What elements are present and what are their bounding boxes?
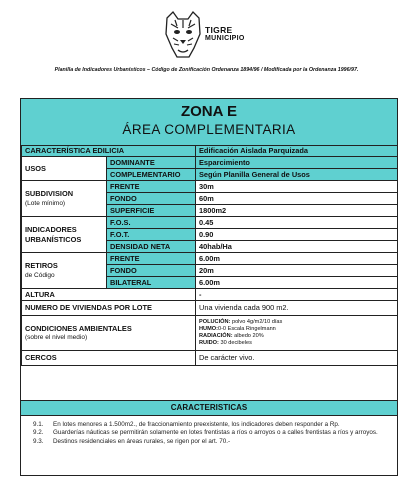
humo-value: 0-0 Escala Ringelmann xyxy=(217,325,276,332)
frente-label: FRENTE xyxy=(107,181,196,193)
fos-label: F.O.S. xyxy=(107,217,196,229)
fondo-value: 60m xyxy=(196,193,398,205)
polucion-key: POLUCIÓN: xyxy=(199,318,231,325)
ambientales-cell xyxy=(22,316,196,351)
viviendas-value: Una vivienda cada 900 m2. xyxy=(196,301,398,316)
note-number: 9.3. xyxy=(33,437,44,445)
table-row xyxy=(22,301,398,316)
retiros-cell xyxy=(22,253,107,289)
ambientales-label: CONDICIONES AMBIENTALES xyxy=(25,323,132,333)
note-text: Destinos residenciales en áreas rurales, se rigen por el art. 70.- xyxy=(53,437,231,445)
radiacion-value: albedo 20% xyxy=(234,333,264,339)
caract-value: Edificación Aislada Parquizada xyxy=(196,146,398,157)
altura-value: - xyxy=(196,289,398,301)
retiros-label: RETIROS xyxy=(25,261,58,271)
zone-subtitle: ÁREA COMPLEMENTARIA xyxy=(122,122,296,137)
characteristics-title: CARACTERISTICAS xyxy=(21,400,397,416)
ruido-key: RUIDO: xyxy=(199,340,219,347)
polucion-line xyxy=(199,319,394,326)
superficie-value: 1800m2 xyxy=(196,205,398,217)
note-text: Guarderías náuticas se permitirán solamente en lotes frentistas a ríos o arroyos o a calles frentistas a ríos y arroyos. xyxy=(53,429,378,437)
list-item xyxy=(33,421,388,429)
fot-value: 0.90 xyxy=(196,229,398,241)
viviendas-label: NUMERO DE VIVIENDAS POR LOTE xyxy=(22,301,196,316)
note-number: 9.1. xyxy=(33,421,44,428)
indicadores-label: INDICADORES URBANÍSTICOS xyxy=(22,217,107,253)
retiro-frente-value: 6.00m xyxy=(196,253,398,265)
fot-label: F.O.T. xyxy=(107,229,196,241)
characteristics-list xyxy=(33,421,388,446)
ruido-line xyxy=(199,340,394,347)
retiro-bilateral-value: 6.00m xyxy=(196,277,398,289)
retiro-bilateral-label: BILATERAL xyxy=(107,277,196,289)
dominante-label: DOMINANTE xyxy=(107,157,196,169)
table-row xyxy=(22,289,398,301)
densidad-label: DENSIDAD NETA xyxy=(107,241,196,253)
altura-label: ALTURA xyxy=(22,289,196,301)
caract-label: CARACTERÍSTICA EDILICIA xyxy=(22,146,196,157)
retiros-note: de Código xyxy=(25,271,55,279)
humo-key: HUMO: xyxy=(199,325,218,332)
zone-title: ZONA E xyxy=(180,103,238,120)
table-row xyxy=(22,316,398,351)
zone-sheet xyxy=(20,98,398,476)
fos-value: 0.45 xyxy=(196,217,398,229)
list-item xyxy=(33,429,388,437)
tiger-icon xyxy=(163,10,203,60)
retiro-fondo-value: 20m xyxy=(196,265,398,277)
cercos-label: CERCOS xyxy=(22,351,196,366)
retiro-frente-label: FRENTE xyxy=(107,253,196,265)
superficie-label: SUPERFICIE xyxy=(107,205,196,217)
indicators-table xyxy=(21,145,398,366)
table-row xyxy=(22,146,398,157)
table-row xyxy=(22,181,398,193)
polucion-value: polvo 4g/m2/10 días xyxy=(231,318,283,325)
retiro-fondo-label: FONDO xyxy=(107,265,196,277)
ruido-value: 30 decibeles xyxy=(220,340,252,347)
usos-label: USOS xyxy=(22,157,107,181)
logo-text-municipio: MUNICIPIO xyxy=(205,35,245,42)
table-row xyxy=(22,157,398,169)
logo-text-tigre: TIGRE xyxy=(205,25,233,35)
subdivision-note: (Lote mínimo) xyxy=(25,199,66,207)
table-row xyxy=(22,253,398,265)
complementario-label: COMPLEMENTARIO xyxy=(107,169,196,181)
subdivision-cell xyxy=(22,181,107,217)
dominante-value: Esparcimiento xyxy=(196,157,398,169)
ambientales-note: (sobre el nivel medio) xyxy=(25,334,88,341)
note-text: En lotes menores a 1.500m2., de fraccionamiento preexistente, los indicadores deben responder a Rp. xyxy=(53,421,340,428)
table-row xyxy=(22,217,398,229)
zone-header xyxy=(21,99,397,146)
municipio-logo xyxy=(163,10,263,62)
radiacion-key: RADIACIÓN: xyxy=(199,333,233,339)
densidad-value: 40hab/Ha xyxy=(196,241,398,253)
ambientales-values xyxy=(196,316,398,351)
document-subtitle: Planilla de Indicadores Urbanísticos – Código de Zonificación Ordenanza 1894/96 / Modificada por la Ordenanza 1996/97. xyxy=(54,67,359,73)
cercos-value: De carácter vivo. xyxy=(196,351,398,366)
complementario-value: Según Planilla General de Usos xyxy=(196,169,398,181)
note-number: 9.2. xyxy=(33,429,44,437)
list-item xyxy=(33,438,388,446)
frente-value: 30m xyxy=(196,181,398,193)
radiacion-line xyxy=(199,333,394,340)
humo-line xyxy=(199,326,394,333)
fondo-label: FONDO xyxy=(107,193,196,205)
subdivision-label: SUBDIVISION xyxy=(25,189,74,199)
table-row xyxy=(22,351,398,366)
